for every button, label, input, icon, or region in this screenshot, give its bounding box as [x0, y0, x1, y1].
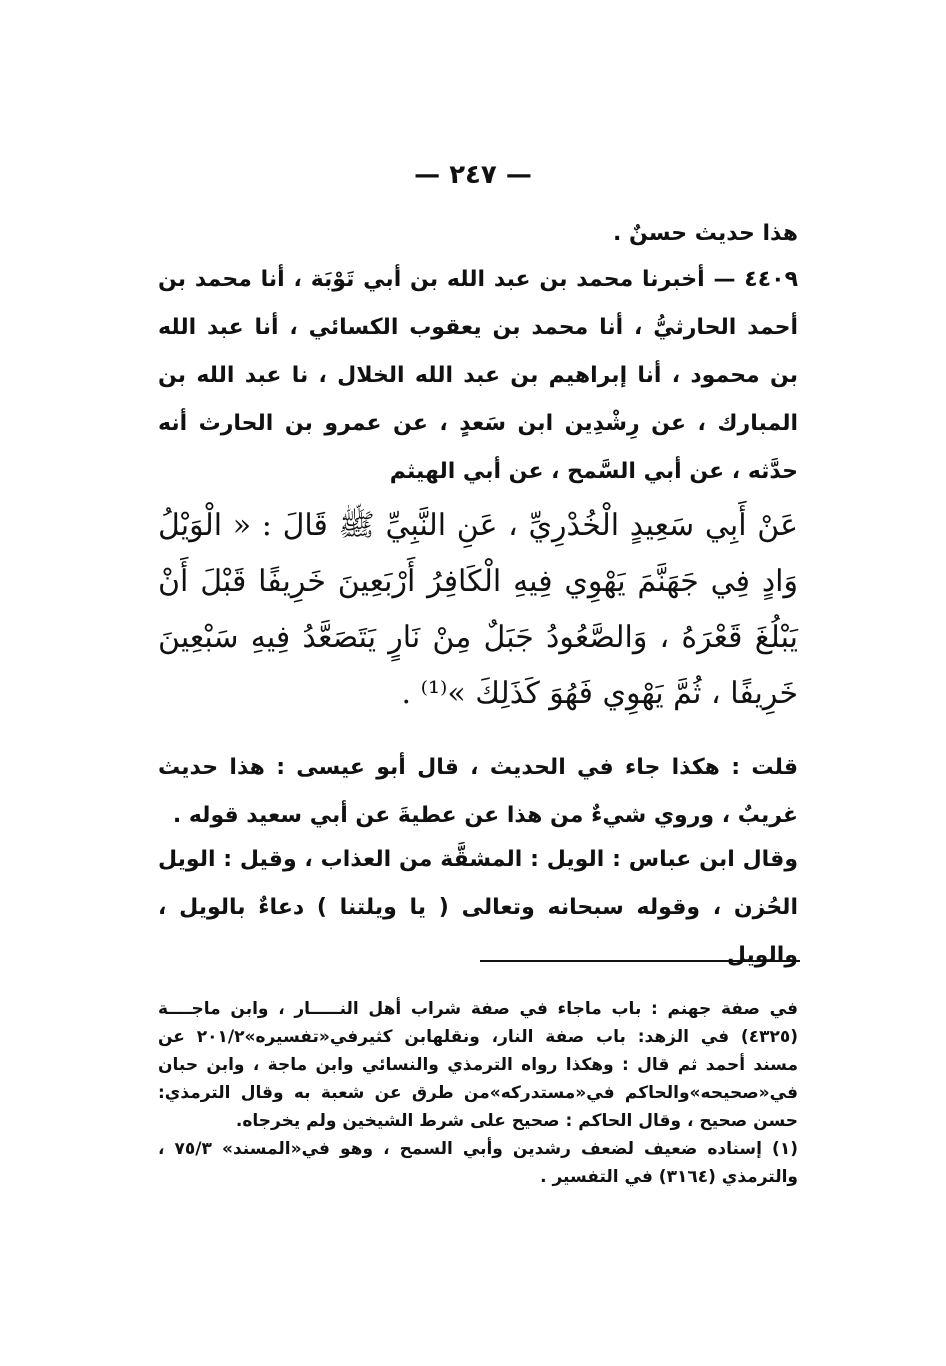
tafsir-paragraph: وقال ابن عباس : الويل : المشقَّة من العذاب ، وقيل : الويل الحُزن ، وقوله سبحانه وتعالى ( يا ويلتنا ) دعاءٌ بالويل ، والويل [158, 847, 798, 968]
page-number: — ٢٤٧ — [414, 160, 532, 190]
isnad-paragraph: ٤٤٠٩ — أخبرنا محمد بن عبد الله بن أبي تَوْبَة ، أنا محمد بن أحمد الحارثيُّ ، أنا محمد بن يعقوب الكسائي ، أنا عبد الله بن محمود ، أنا إبراهيم بن عبد الله الخلال ، نا عبد الله بن المبارك ، عن رِشْدِين ابن سَعدٍ ، عن عمرو بن الحارث أنه حدَّثه ، عن أبي السَّمح ، عن أبي الهيثم [158, 267, 798, 484]
footnotes [158, 995, 798, 1191]
tafsir-block [158, 836, 798, 980]
footnote-continuation: في صفة جهنم : باب ماجاء في صفة شراب أهل النـــــار ، وابن ماجــــة (٤٣٢٥) في الزهد: باب صفة النار، ونقلهابن كثيرفي«تفسيره»٢٠١/٢ عن مسند أحمد ثم قال : وهكذا رواه الترمذي والنسائي وابن ماجة ، وابن حبان في«صحيحه»والحاكم في«مستدركه»من طرق عن شعبة به وقال الترمذي: حسن صحيح ، وقال الحاكم : صحيح على شرط الشيخين ولم يخرجاه. [158, 999, 798, 1131]
intro-line-block [158, 210, 798, 258]
hadith-matn: عَنْ أَبِي سَعِيدٍ الْخُدْرِيِّ ، عَنِ النَّبِيِّ ﷺ قَالَ : « الْوَيْلُ وَادٍ فِي جَهَنَّمَ يَهْوِي فِيهِ الْكَافِرُ أَرْبَعِينَ خَرِيفًا قَبْلَ أَنْ يَبْلُغَ قَعْرَهُ ، وَالصَّعُودُ جَبَلٌ مِنْ نَارٍ يَتَصَعَّدُ فِيهِ سَبْعِينَ خَرِيفًا ، ثُمَّ يَهْوِي فَهُوَ كَذَلِكَ »⁽¹⁾ . [158, 508, 798, 711]
footnote-1: (١) إسناده ضعيف لضعف رشدين وأبي السمح ، وهو في«المسند» ٧٥/٣ ، والترمذي (٣١٦٤) في التفسير . [158, 1139, 798, 1187]
intro-line: هذا حديث حسنٌ . [613, 221, 798, 246]
comment-paragraph: قلت : هكذا جاء في الحديث ، قال أبو عيسى : هذا حديث غريبٌ ، وروي شيءٌ من هذا عن عطيةَ عن أبي سعيد قوله . [158, 755, 798, 828]
comment-block [158, 744, 798, 840]
footnote-separator [480, 960, 800, 962]
isnad-block [158, 256, 798, 496]
